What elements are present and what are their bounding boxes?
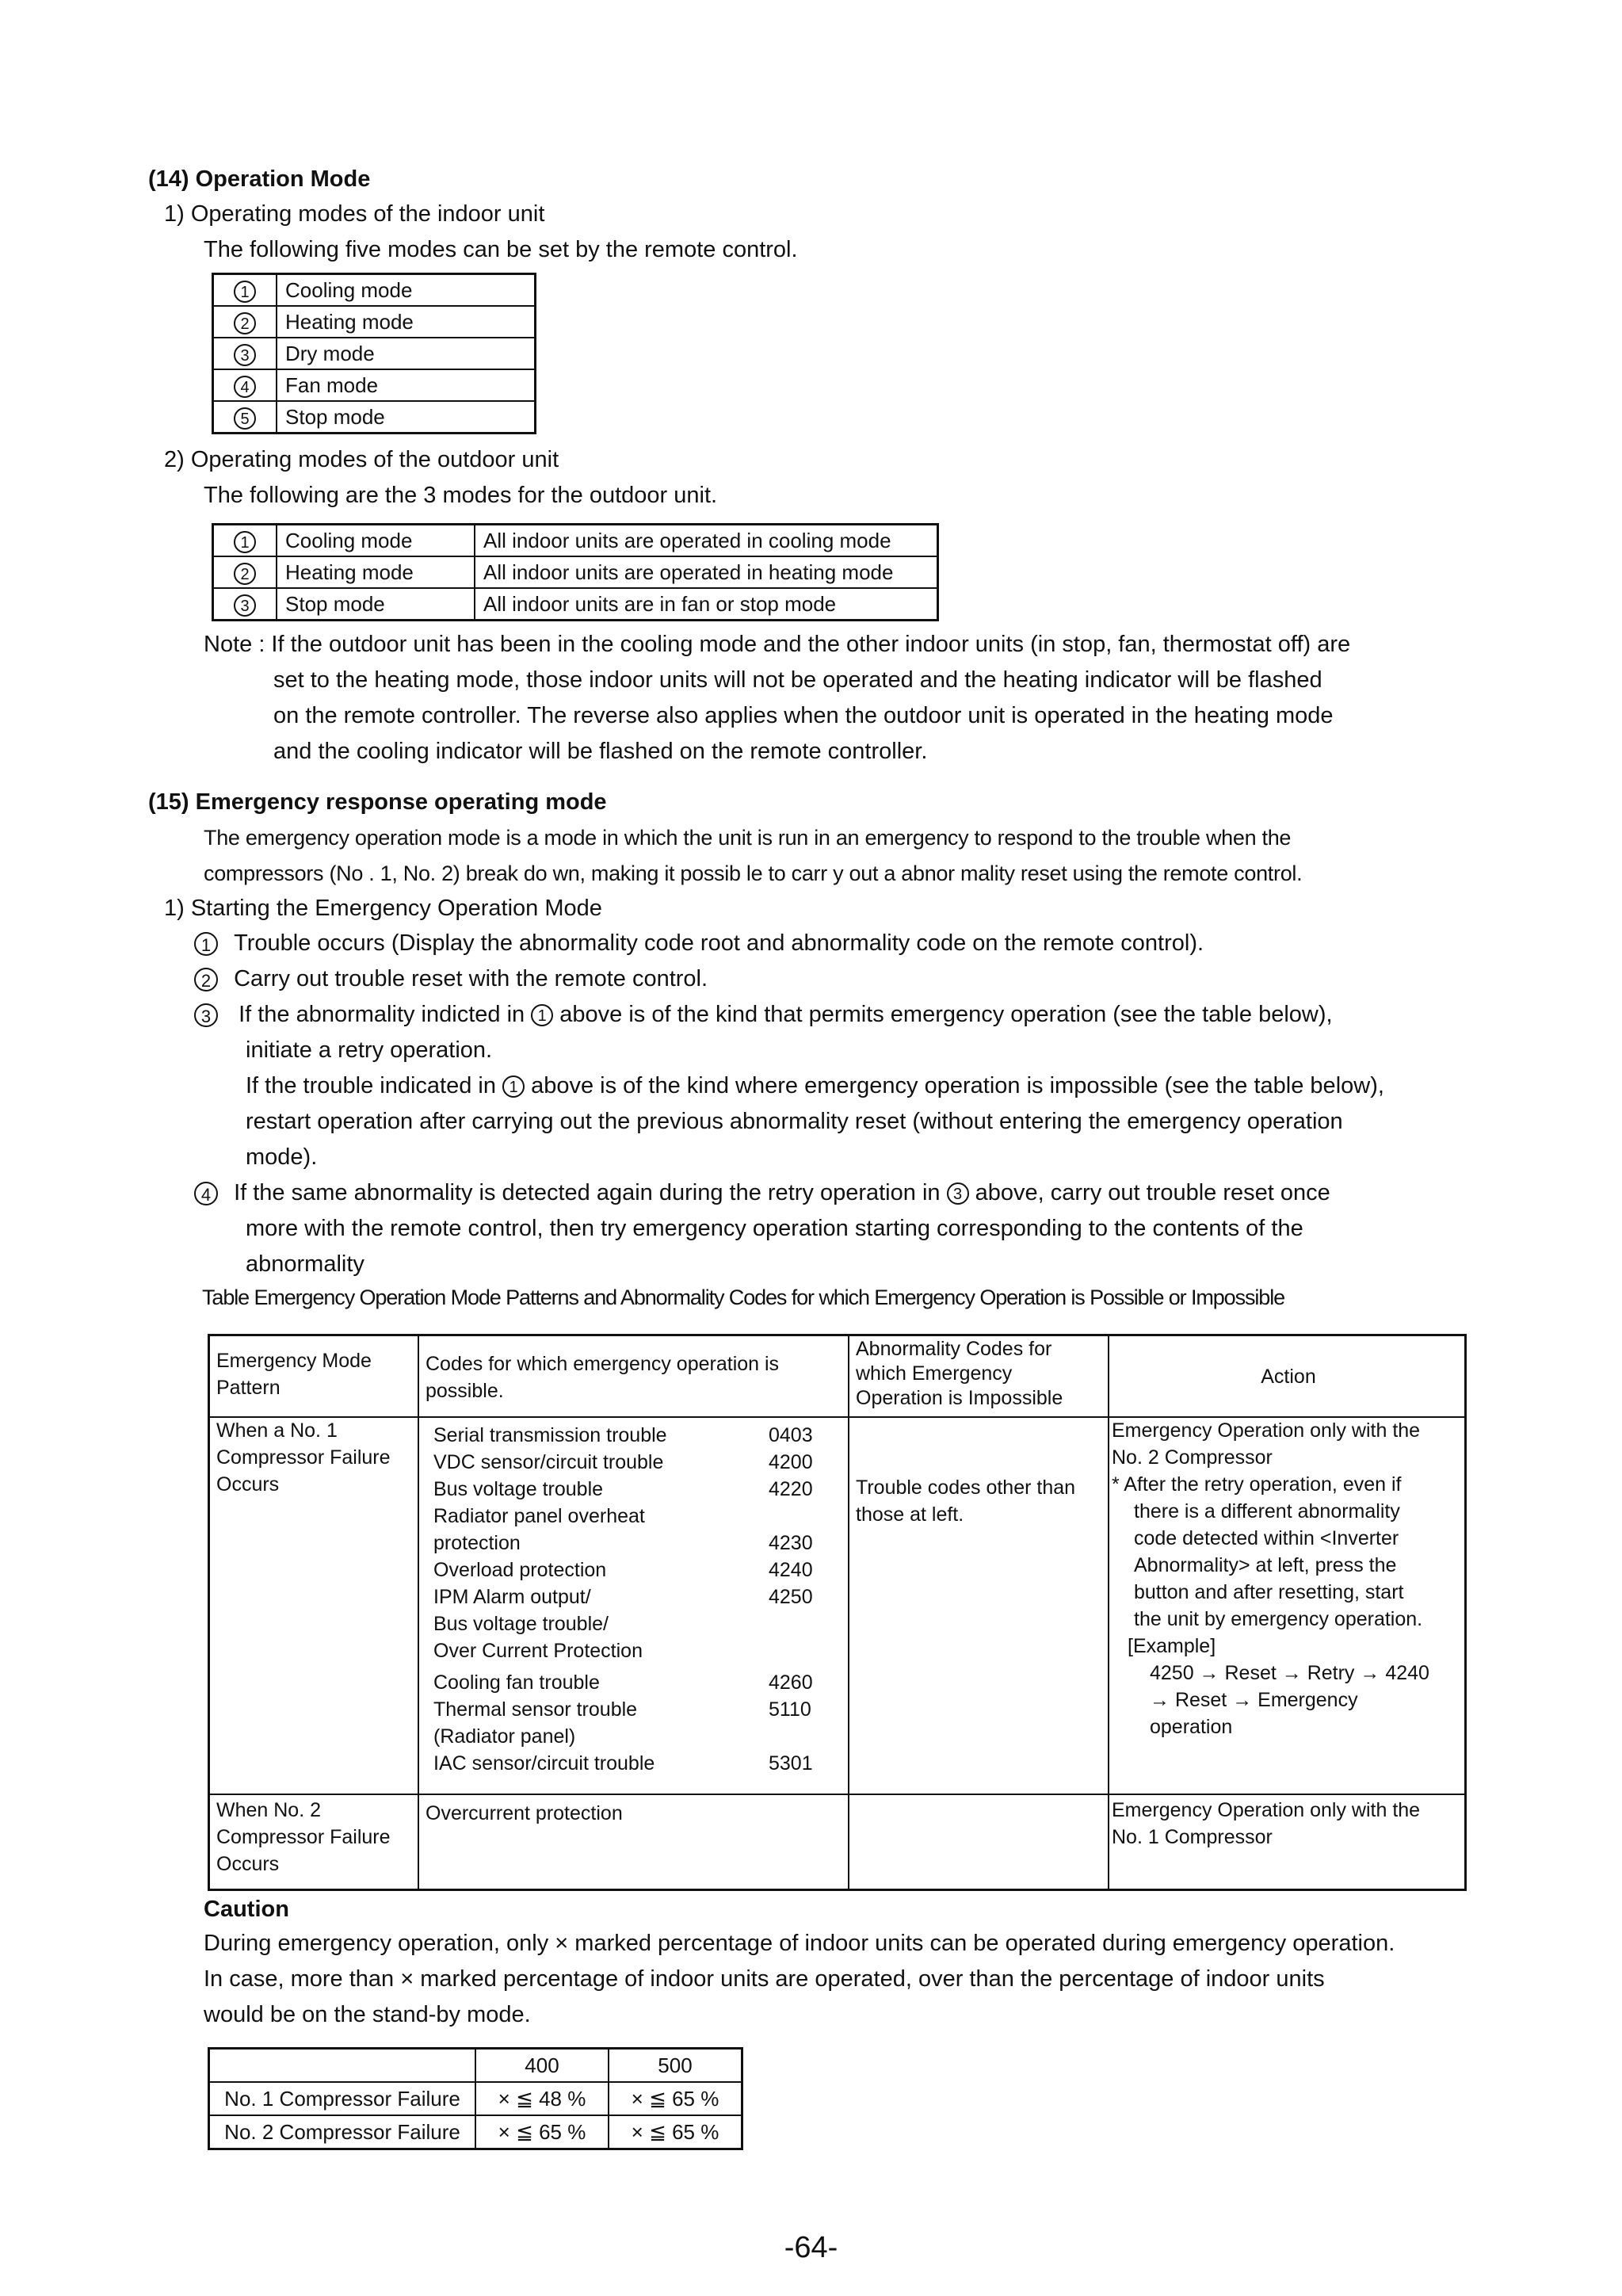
code-name: protection: [433, 1532, 521, 1554]
outdoor-mode-label: Heating mode: [277, 556, 475, 588]
caution-header-cell: 500: [609, 2049, 742, 2083]
code-value: 5110: [769, 1698, 811, 1721]
outdoor-modes-title: 2) Operating modes of the outdoor unit: [164, 447, 559, 472]
caution-line-2: In case, more than × marked percentage of indoor units are operated, over than the percentage of indoor units: [204, 1966, 1325, 1992]
header-pattern-2: Pattern: [216, 1377, 281, 1399]
outdoor-mode-label: Cooling mode: [277, 525, 475, 557]
step-3-text-b: above is of the kind that permits emergency operation (see the table below),: [559, 1002, 1333, 1027]
code-name: IPM Alarm output/: [433, 1586, 591, 1608]
action-line: the unit by emergency operation.: [1134, 1608, 1423, 1630]
row2-pattern-3: Occurs: [216, 1853, 280, 1875]
circle-number-4: 4: [194, 1182, 218, 1205]
action-line: button and after resetting, start: [1134, 1581, 1404, 1603]
step-4-line-3: abnormality: [246, 1251, 364, 1277]
indoor-mode-num: [213, 369, 277, 401]
step-4-line-2: more with the remote control, then try emergency operation starting corresponding to the contents of the: [246, 1216, 1303, 1241]
row2-action-1: Emergency Operation only with the: [1112, 1799, 1421, 1821]
circle-number-2: 2: [194, 968, 218, 991]
code-name: VDC sensor/circuit trouble: [433, 1451, 664, 1473]
table-caption: Table Emergency Operation Mode Patterns and Abnormality Codes for which Emergency Operation is Possible or Impossible: [202, 1286, 1285, 1309]
circle-number: 3: [234, 594, 256, 617]
code-name: Serial transmission trouble: [433, 1424, 667, 1446]
step-1: [194, 926, 1204, 961]
page-number: -64-: [784, 2231, 838, 2264]
header-codes-1: Codes for which emergency operation is: [426, 1353, 780, 1375]
outdoor-mode-row: [213, 556, 938, 588]
step-3-line-3: [246, 1068, 1384, 1104]
caution-table: [208, 2047, 743, 2150]
code-value: 5301: [769, 1752, 813, 1775]
caution-line-1: During emergency operation, only × marked percentage of indoor units can be operated during emergency operation.: [204, 1931, 1395, 1956]
code-name: Radiator panel overheat: [433, 1505, 645, 1527]
note-line-1: Note : If the outdoor unit has been in the cooling mode and the other indoor units (in stop, fan, thermostat off) are: [204, 632, 1351, 657]
circle-ref-1b: 1: [502, 1075, 525, 1098]
header-codes-2: possible.: [426, 1380, 504, 1402]
outdoor-modes-desc: The following are the 3 modes for the outdoor unit.: [204, 483, 718, 508]
indoor-mode-label: Cooling mode: [277, 274, 536, 307]
outdoor-mode-num: [213, 556, 277, 588]
action-line: [Example]: [1128, 1635, 1216, 1657]
row1-impossible-1: Trouble codes other than: [856, 1477, 1076, 1499]
caution-cell: No. 1 Compressor Failure: [209, 2082, 476, 2115]
indoor-mode-num: [213, 338, 277, 369]
section15-intro-2: compressors (No . 1, No. 2) break do wn, making it possib le to carr y out a abnor mality reset using the remote control.: [204, 861, 1303, 885]
code-name: Overload protection: [433, 1559, 607, 1581]
code-value: 4240: [769, 1559, 813, 1581]
header-impossible-3: Operation is Impossible: [856, 1387, 1063, 1409]
section15-heading: (15) Emergency response operating mode: [148, 789, 607, 815]
code-value: 4200: [769, 1451, 813, 1473]
step-4-text-b: above, carry out trouble reset once: [975, 1180, 1330, 1205]
header-impossible-2: which Emergency: [856, 1362, 1013, 1385]
action-line: * After the retry operation, even if: [1112, 1473, 1402, 1496]
caution-row: [209, 2082, 742, 2115]
code-value: 4260: [769, 1671, 813, 1694]
circle-number: 5: [234, 407, 256, 430]
action-line: No. 2 Compressor: [1112, 1446, 1273, 1469]
code-value: 0403: [769, 1424, 813, 1446]
code-name: Over Current Protection: [433, 1640, 643, 1662]
action-line: code detected within <Inverter: [1134, 1527, 1399, 1549]
outdoor-mode-desc: All indoor units are operated in heating mode: [475, 556, 938, 588]
code-name: Bus voltage trouble/: [433, 1613, 609, 1635]
row2-pattern-1: When No. 2: [216, 1799, 322, 1821]
outdoor-mode-desc: All indoor units are in fan or stop mode: [475, 588, 938, 621]
indoor-mode-label: Heating mode: [277, 306, 536, 338]
indoor-mode-row: [213, 401, 536, 434]
row2-codes: Overcurrent protection: [426, 1802, 623, 1824]
header-pattern-1: Emergency Mode: [216, 1350, 372, 1372]
indoor-mode-num: [213, 401, 277, 434]
row1-pattern-1: When a No. 1: [216, 1419, 338, 1442]
step-3-line-2: initiate a retry operation.: [246, 1037, 493, 1063]
code-name: Thermal sensor trouble: [433, 1698, 638, 1721]
circle-number-1: 1: [194, 932, 218, 956]
indoor-modes-desc: The following five modes can be set by the remote control.: [204, 237, 798, 262]
outdoor-mode-num: [213, 525, 277, 557]
action-line: Abnormality> at left, press the: [1134, 1554, 1397, 1576]
indoor-modes-table: [212, 273, 536, 434]
circle-number: 4: [234, 376, 256, 398]
indoor-mode-num: [213, 274, 277, 307]
caution-cell: × ≦ 65 %: [609, 2115, 742, 2149]
caution-cell: × ≦ 65 %: [609, 2082, 742, 2115]
code-name: (Radiator panel): [433, 1725, 576, 1748]
caution-heading: Caution: [204, 1897, 289, 1922]
step-4: [194, 1175, 1330, 1211]
code-value: 4230: [769, 1532, 813, 1554]
circle-number: 1: [234, 281, 256, 303]
circle-ref-1a: 1: [531, 1004, 553, 1026]
indoor-mode-row: [213, 338, 536, 369]
outdoor-mode-label: Stop mode: [277, 588, 475, 621]
step-4-text-a: If the same abnormality is detected again during the retry operation in: [234, 1180, 941, 1205]
note-line-2: set to the heating mode, those indoor units will not be operated and the heating indicator will be flashed: [273, 667, 1322, 693]
code-value: 4220: [769, 1478, 813, 1500]
outdoor-mode-row: [213, 525, 938, 557]
code-name: IAC sensor/circuit trouble: [433, 1752, 655, 1775]
step-3-line-5: mode).: [246, 1144, 318, 1170]
indoor-mode-row: [213, 274, 536, 307]
circle-ref-3: 3: [947, 1182, 969, 1205]
code-name: Bus voltage trouble: [433, 1478, 604, 1500]
indoor-mode-label: Stop mode: [277, 401, 536, 434]
caution-header-cell: 400: [475, 2049, 609, 2083]
indoor-modes-title: 1) Operating modes of the indoor unit: [164, 201, 545, 227]
step-3-text-e: above is of the kind where emergency operation is impossible (see the table below),: [531, 1073, 1384, 1098]
circle-number: 3: [234, 344, 256, 366]
caution-cell: × ≦ 65 %: [475, 2115, 609, 2149]
row1-impossible-2: those at left.: [856, 1503, 964, 1526]
note-line-3: on the remote controller. The reverse also applies when the outdoor unit is operated in the heating mode: [273, 703, 1334, 728]
outdoor-modes-table: [212, 523, 939, 621]
circle-number: 2: [234, 563, 256, 585]
step-3-text-d: If the trouble indicated in: [246, 1073, 496, 1098]
row1-pattern-2: Compressor Failure: [216, 1446, 391, 1469]
start-emergency-title: 1) Starting the Emergency Operation Mode: [164, 896, 602, 921]
caution-row: [209, 2115, 742, 2149]
indoor-mode-row: [213, 306, 536, 338]
action-line: Emergency Operation only with the: [1112, 1419, 1421, 1442]
caution-line-3: would be on the stand-by mode.: [204, 2002, 531, 2027]
emergency-table: [208, 1334, 1467, 1891]
outdoor-mode-desc: All indoor units are operated in cooling mode: [475, 525, 938, 557]
row2-pattern-2: Compressor Failure: [216, 1826, 391, 1848]
indoor-mode-num: [213, 306, 277, 338]
note-line-4: and the cooling indicator will be flashed on the remote controller.: [273, 739, 928, 764]
indoor-mode-row: [213, 369, 536, 401]
code-name: Cooling fan trouble: [433, 1671, 600, 1694]
step-3: [194, 997, 1333, 1033]
circle-number: 2: [234, 312, 256, 334]
step-3-text-a: If the abnormality indicted in: [239, 1002, 525, 1027]
action-line: there is a different abnormality: [1134, 1500, 1400, 1522]
indoor-mode-label: Fan mode: [277, 369, 536, 401]
step-2: [194, 961, 708, 997]
indoor-mode-label: Dry mode: [277, 338, 536, 369]
row1-pattern-3: Occurs: [216, 1473, 280, 1496]
circle-number: 1: [234, 531, 256, 553]
action-line: operation: [1150, 1716, 1233, 1738]
row2-action-2: No. 1 Compressor: [1112, 1826, 1273, 1848]
section14-heading: (14) Operation Mode: [148, 166, 371, 192]
circle-number-3: 3: [194, 1003, 218, 1027]
caution-header-cell: [209, 2049, 476, 2083]
caution-header-row: [209, 2049, 742, 2083]
action-line: 4250 → Reset → Retry → 4240: [1150, 1662, 1429, 1684]
outdoor-mode-num: [213, 588, 277, 621]
outdoor-mode-row: [213, 588, 938, 621]
step-1-text: Trouble occurs (Display the abnormality code root and abnormality code on the remote control).: [234, 930, 1204, 956]
step-3-line-4: restart operation after carrying out the previous abnormality reset (without entering the emergency operation: [246, 1109, 1343, 1134]
step-2-text: Carry out trouble reset with the remote control.: [234, 966, 708, 991]
action-line: → Reset → Emergency: [1150, 1689, 1358, 1711]
code-value: 4250: [769, 1586, 813, 1608]
header-impossible-1: Abnormality Codes for: [856, 1338, 1052, 1360]
caution-cell: × ≦ 48 %: [475, 2082, 609, 2115]
section15-intro-1: The emergency operation mode is a mode in which the unit is run in an emergency to respond to the trouble when the: [204, 826, 1292, 850]
caution-cell: No. 2 Compressor Failure: [209, 2115, 476, 2149]
header-action: Action: [1261, 1366, 1316, 1388]
